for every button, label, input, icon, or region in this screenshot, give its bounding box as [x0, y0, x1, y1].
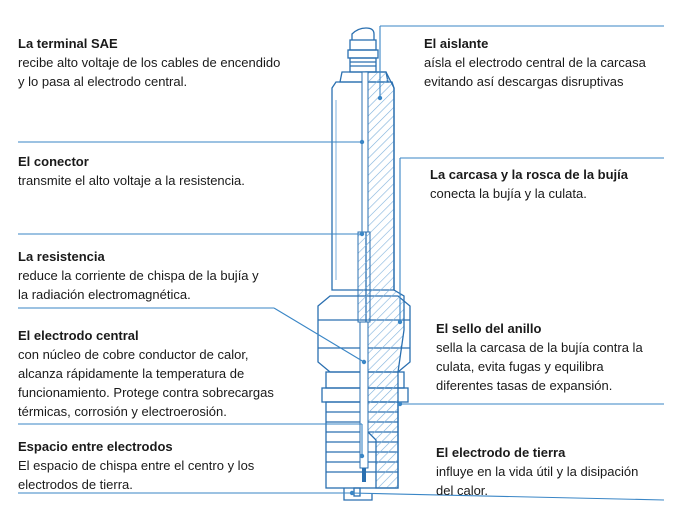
callout-sello	[436, 319, 694, 395]
callout-terminal-desc: recibe alto voltaje de los cables de encendido y lo pasa al electrodo central.	[18, 55, 281, 89]
callout-sello-title: El sello del anillo	[436, 321, 542, 336]
callout-conector-desc: transmite el alto voltaje a la resistencia.	[18, 173, 245, 188]
callout-carcasa-desc: conecta la bujía y la culata.	[430, 186, 587, 201]
callout-conector	[18, 152, 318, 190]
callout-carcasa	[430, 165, 694, 203]
callout-electrodo-central	[18, 326, 318, 421]
callout-aislante-desc: aísla el electrodo central de la carcasa evitando así descargas disruptivas	[424, 55, 646, 89]
callout-tierra	[436, 443, 694, 500]
callout-terminal-title: La terminal SAE	[18, 36, 118, 51]
callout-espacio-title: Espacio entre electrodos	[18, 439, 173, 454]
callout-aislante-title: El aislante	[424, 36, 489, 51]
callout-carcasa-title: La carcasa y la rosca de la bujía	[430, 167, 629, 182]
callout-tierra-desc: influye en la vida útil y la disipación del calor.	[436, 464, 639, 498]
callout-resistencia-title: La resistencia	[18, 249, 105, 264]
callout-resistencia	[18, 247, 318, 304]
callout-tierra-title: El electrodo de tierra	[436, 445, 566, 460]
callout-sello-desc: sella la carcasa de la bujía contra la culata, evita fugas y equilibra diferentes tasas de expansión.	[436, 340, 643, 393]
callout-electrodo-central-title: El electrodo central	[18, 328, 139, 343]
callout-electrodo-central-desc: con núcleo de cobre conductor de calor, alcanza rápidamente la temperatura de funcionamiento. Protege contra sobrecargas térmicas, corrosión y electroerosión.	[18, 347, 274, 419]
callout-conector-title: El conector	[18, 154, 89, 169]
callout-resistencia-desc: reduce la corriente de chispa de la bujía y la radiación electromagnética.	[18, 268, 259, 302]
spark-plug-section	[358, 72, 404, 488]
callout-espacio	[18, 437, 318, 494]
callout-aislante	[424, 34, 694, 91]
callout-terminal	[18, 34, 318, 91]
callout-espacio-desc: El espacio de chispa entre el centro y los electrodos de tierra.	[18, 458, 255, 492]
